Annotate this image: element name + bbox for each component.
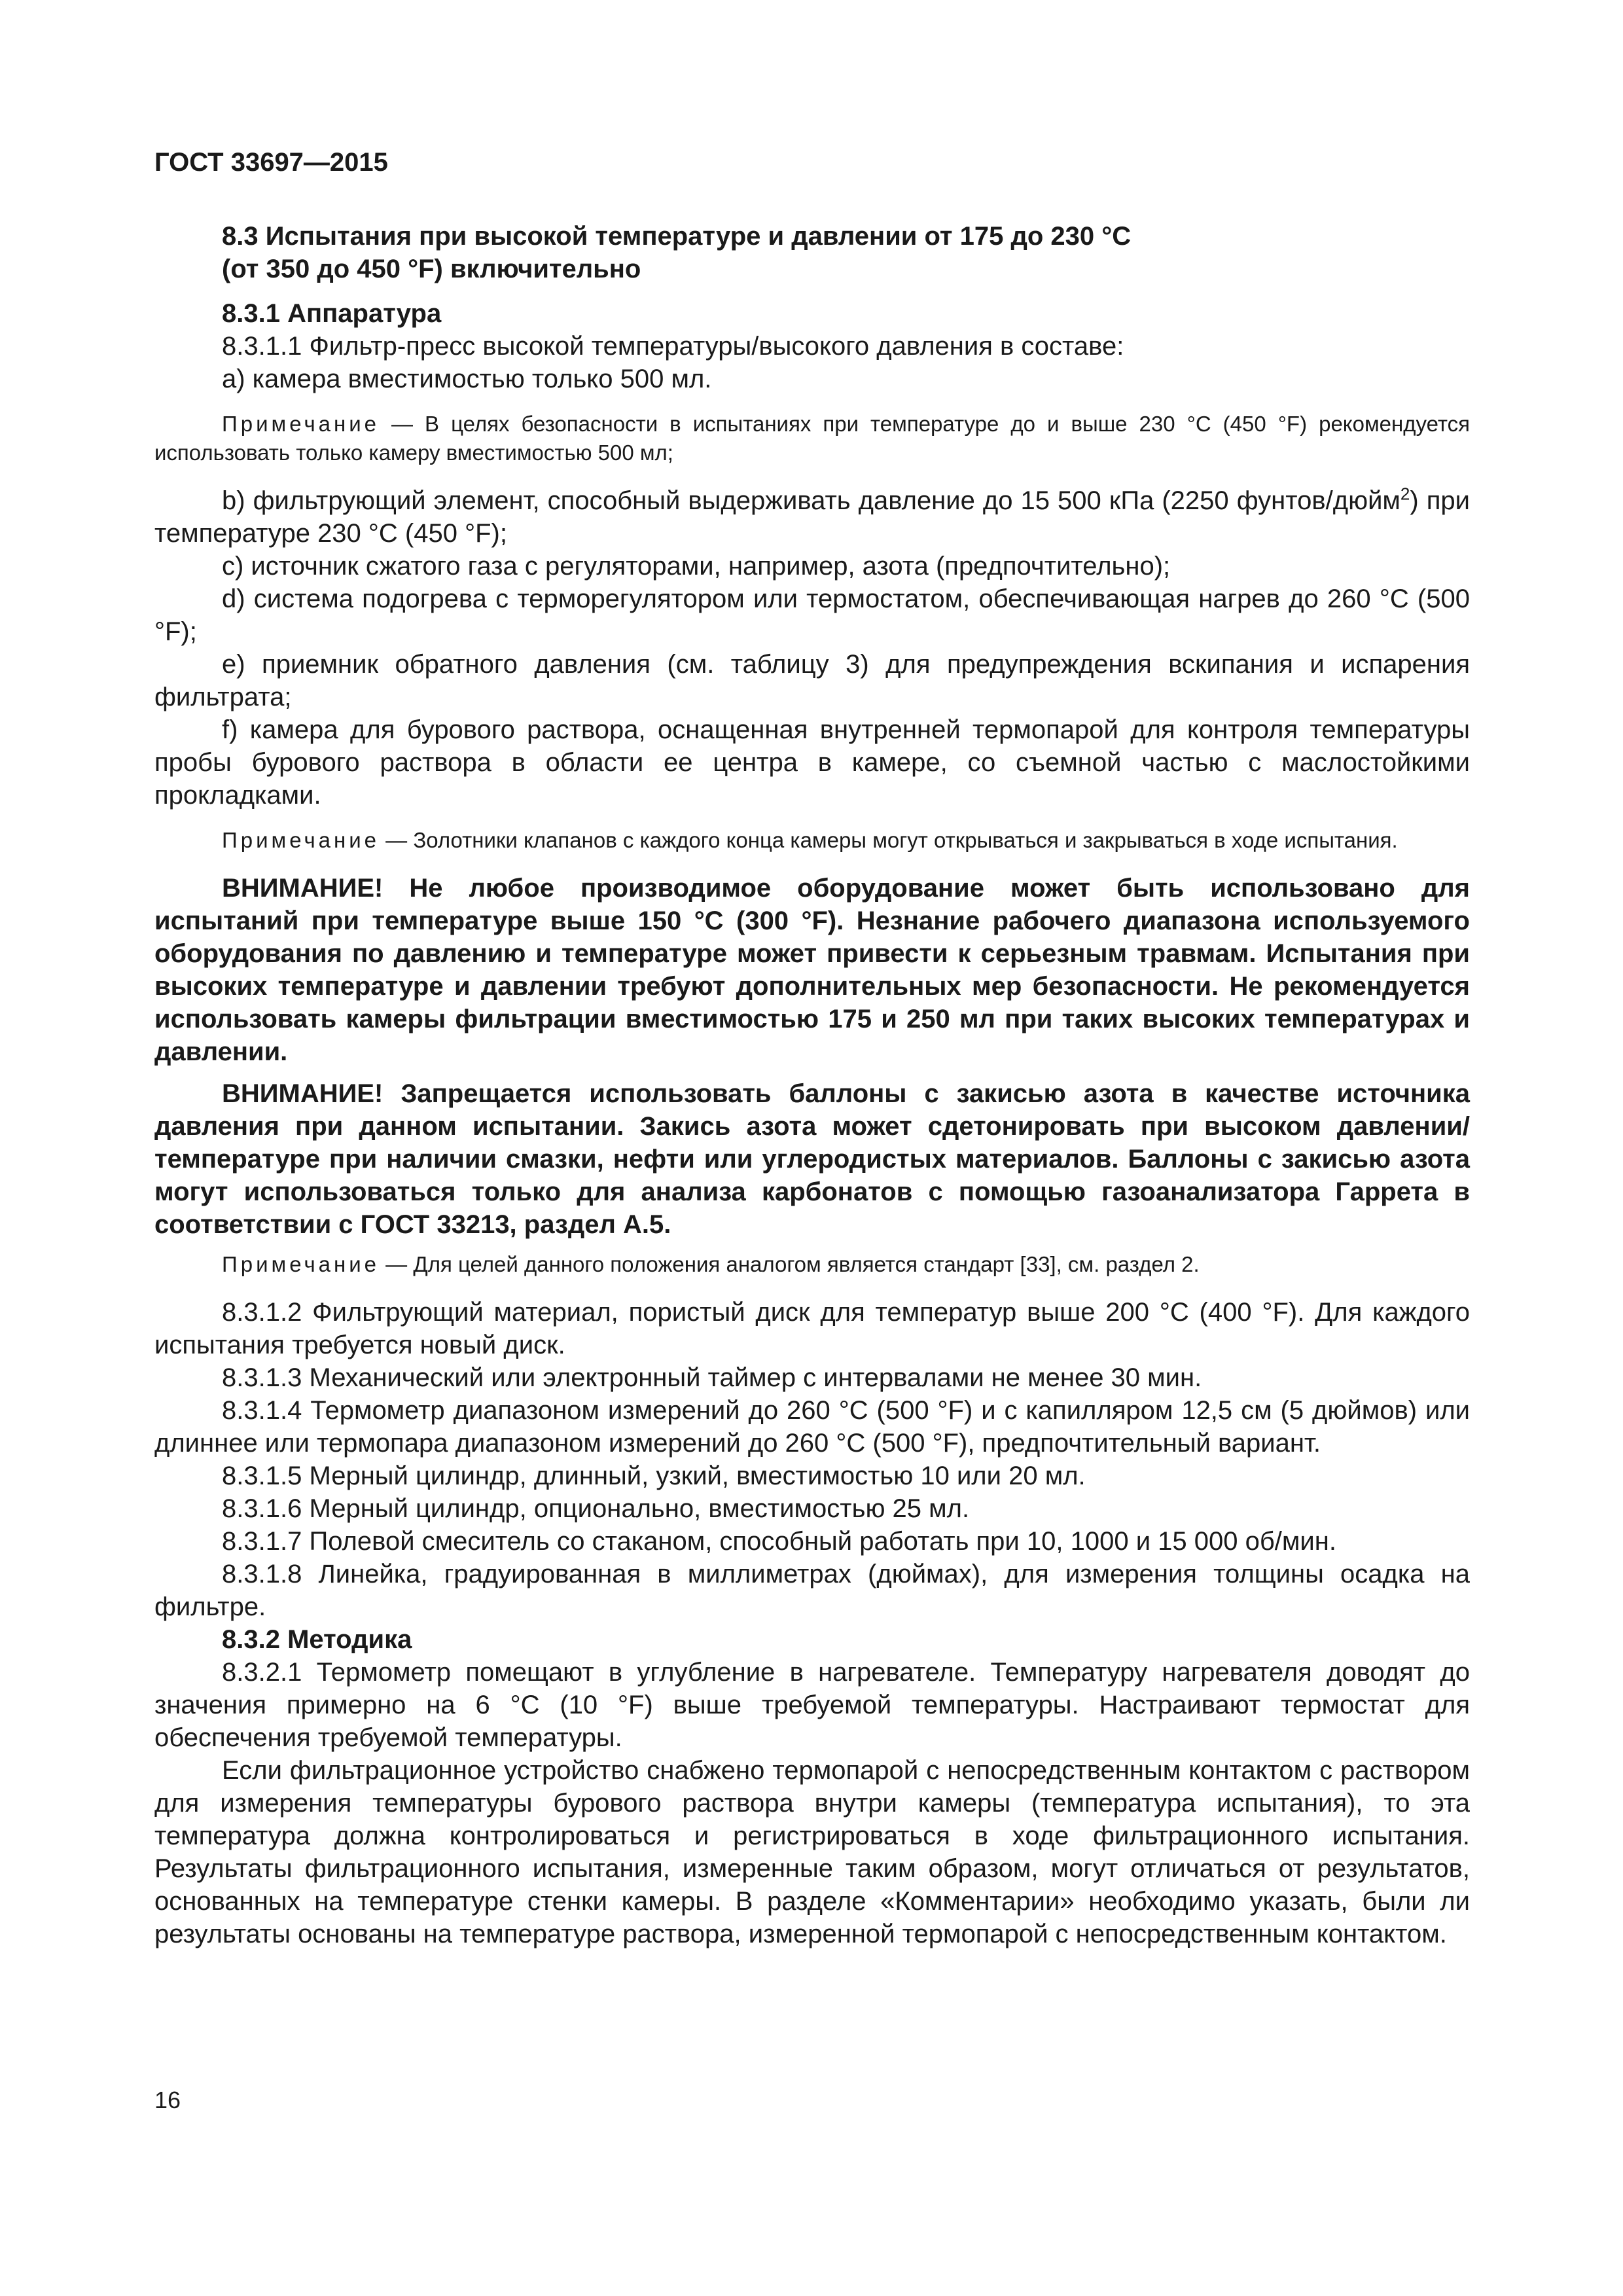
item-d: d) система подогрева с терморегулятором или термостатом, обеспечивающая нагрев до 260 °С (500 °F); [154,584,1470,646]
item-e: е) приемник обратного давления (см. таблицу 3) для предупреждения вскипания и испарения фильтрата; [154,650,1470,711]
page-content [154,220,1470,1950]
note-1-text: — В целях безопасности в испытаниях при температуре до и выше 230 °С (450 °F) рекомендуется использовать только камеру вместимостью 500 мл; [154,412,1470,465]
item-f: f) камера для бурового раствора, оснащенная внутренней термопарой для контроля температуры пробы бурового раствора в области ее центра в камере, со съемной частью с маслостойкими прокладками. [154,715,1470,810]
item-8-3-1-7: 8.3.1.7 Полевой смеситель со стаканом, способный работать при 10, 1000 и 15 000 об/мин. [222,1527,1336,1556]
item-8-3-1-1: 8.3.1.1 Фильтр-пресс высокой температуры/высокого давления в составе: [222,332,1124,361]
note-2-text: — Золотники клапанов с каждого конца камеры могут открываться и закрываться в ходе испытания. [380,828,1398,852]
item-b [154,484,1470,550]
note-1-label: Примечание [222,412,380,436]
warning-1: ВНИМАНИЕ! Не любое производимое оборудование может быть использовано для испытаний при температуре выше 150 °С (300 °F). Незнание рабочего диапазона используемого оборудования по давлению и температуре может привести к серьезным травмам. Испытания при высоких температуре и давлении требуют дополнительных мер безопасности. Не рекомендуется использовать камеры фильтрации вместимостью 175 и 250 мл при таких высоких температурах и давлении. [154,874,1470,1066]
warning-2: ВНИМАНИЕ! Запрещается использовать баллоны с закисью азота в качестве источника давления при данном испытании. Закись азота может сдетонировать при высоком давлении/ температуре при наличии смазки, нефти или углеродистых материалов. Баллоны с закисью азота могут использоваться только для анализа карбонатов с помощью газоанализатора Гаррета в соответствии с ГОСТ 33213, раздел А.5. [154,1079,1470,1239]
section-8-3-1-title: 8.3.1 Аппаратура [222,299,442,328]
note-2 [154,826,1470,855]
note-3 [154,1250,1470,1279]
item-8-3-1-4: 8.3.1.4 Термометр диапазоном измерений до 260 °С (500 °F) и с капилляром 12,5 см (5 дюймов) или длиннее или термопара диапазоном измерений до 260 °С (500 °F), предпочтительный вариант. [154,1396,1470,1458]
item-8-3-1-2: 8.3.1.2 Фильтрующий материал, пористый диск для температур выше 200 °С (400 °F). Для каждого испытания требуется новый диск. [154,1298,1470,1359]
item-a: а) камера вместимостью только 500 мл. [222,365,712,393]
item-8-3-1-8: 8.3.1.8 Линейка, градуированная в миллиметрах (дюймах), для измерения толщины осадка на фильтре. [154,1560,1470,1621]
paragraph-thermocouple: Если фильтрационное устройство снабжено термопарой с непосредственным контактом с раствором для измерения температуры бурового раствора внутри камеры (температура испытания), то эта температура должна контролироваться и регистрироваться в ходе фильтрационного испытания. Результаты фильтрационного испытания, измеренные таким образом, могут отличаться от результатов, основанных на температуре стенки камеры. В разделе «Комментарии» необходимо указать, были ли результаты основаны на температуре раствора, измеренной термопарой с непосредственным контактом. [154,1756,1470,1948]
item-b-superscript: 2 [1400,484,1410,504]
note-3-label: Примечание [222,1252,380,1276]
item-8-3-1-3: 8.3.1.3 Механический или электронный таймер с интервалами не менее 30 мин. [222,1363,1202,1392]
item-b-text: b) фильтрующий элемент, способный выдерживать давление до 15 500 кПа (2250 фунтов/дюйм [222,486,1400,515]
item-b-text-end: ) при температуре 230 °С (450 °F); [154,486,1470,548]
section-8-3-title-line1: 8.3 Испытания при высокой температуре и давлении от 175 до 230 °С [222,222,1132,251]
document-code-header: ГОСТ 33697—2015 [154,148,388,177]
section-8-3-title-line2: (от 350 до 450 °F) включительно [222,255,641,283]
note-2-label: Примечание [222,828,380,852]
note-3-text: — Для целей данного положения аналогом является стандарт [33], см. раздел 2. [380,1252,1200,1276]
note-1 [154,410,1470,467]
item-8-3-2-1: 8.3.2.1 Термометр помещают в углубление в нагревателе. Температуру нагревателя доводят до значения примерно на 6 °С (10 °F) выше требуемой температуры. Настраивают термостат для обеспечения требуемой температуры. [154,1658,1470,1752]
item-8-3-1-6: 8.3.1.6 Мерный цилиндр, опционально, вместимостью 25 мл. [222,1494,970,1523]
page-number: 16 [154,2087,181,2113]
section-8-3-2-title: 8.3.2 Методика [222,1625,412,1654]
item-c: с) источник сжатого газа с регуляторами, например, азота (предпочтительно); [222,552,1171,581]
item-8-3-1-5: 8.3.1.5 Мерный цилиндр, длинный, узкий, вместимостью 10 или 20 мл. [222,1462,1086,1490]
